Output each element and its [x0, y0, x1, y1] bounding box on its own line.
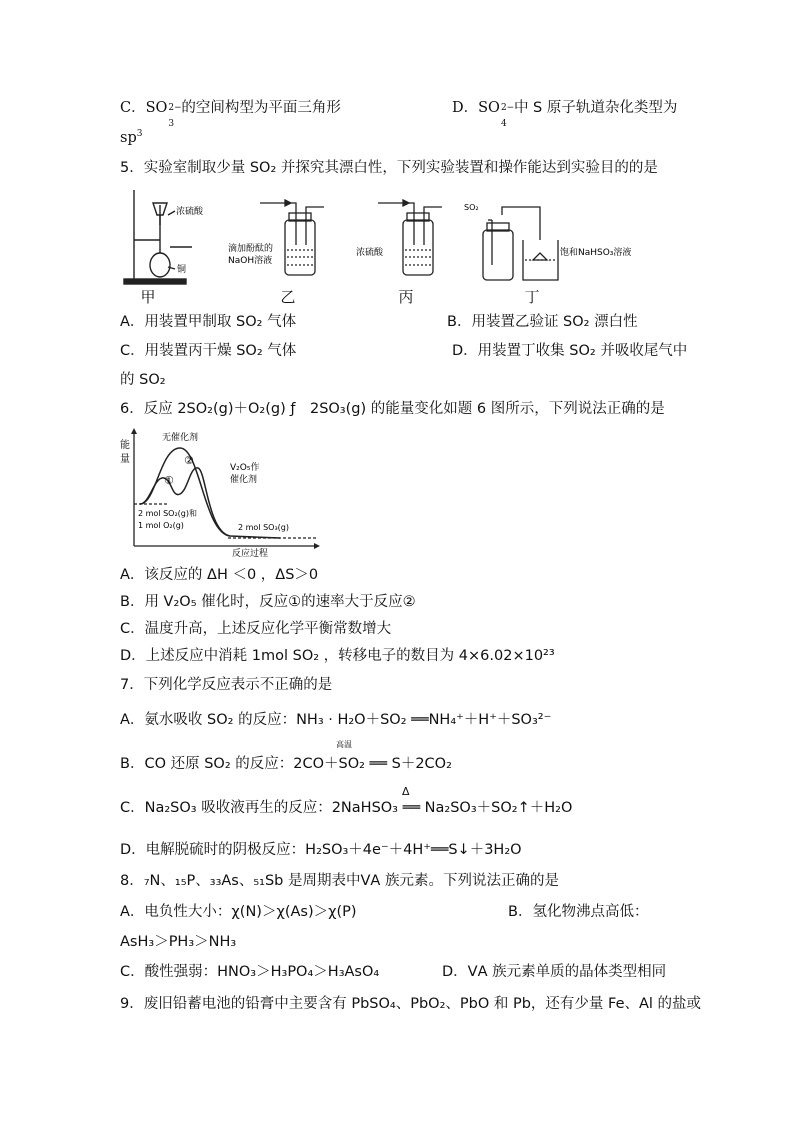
- q7-stem: 7．下列化学反应表示不正确的是: [120, 677, 333, 693]
- jia-cu-label: 铜: [177, 265, 187, 275]
- q5-option-c: C．用装置丙干燥 SO₂ 气体: [120, 343, 297, 359]
- q5-option-a: A．用装置甲制取 SO₂ 气体: [120, 314, 297, 330]
- q6-option-d: D．上述反应中消耗 1mol SO₂ ，转移电子的数目为 4×6.02×10²³: [120, 648, 555, 664]
- q4-option-d-wrap: $sp^3$: [120, 129, 143, 146]
- q8-option-a: A．电负性大小：χ(N)＞χ(As)＞χ(P): [120, 904, 357, 920]
- q7-option-d: D．电解脱硫时的阴极反应：H₂SO₃＋4e⁻＋4H⁺══S↓＋3H₂O: [120, 842, 522, 858]
- apparatus-ding: [483, 207, 558, 280]
- q7-b-condition: 高温: [336, 740, 352, 749]
- q6-option-a: A．该反应的 ΔH ＜0 ，ΔS＞0: [120, 567, 319, 583]
- y-axis-label-1: 能: [120, 440, 130, 451]
- label-cat-1: V₂O₅作: [230, 463, 260, 473]
- yi-sol-label-2: NaOH溶液: [228, 256, 273, 266]
- q6-option-c: C．温度升高，上述反应化学平衡常数增大: [120, 621, 392, 637]
- bing-sol-label: 浓硫酸: [356, 248, 384, 258]
- q9-stem: 9．废旧铅蓄电池的铅膏中主要含有 PbSO₄、PbO₂、PbO 和 Pb，还有少量 Fe、Al 的盐或: [120, 996, 702, 1012]
- label-reactant-1: 2 mol SO₂(g)和: [138, 509, 197, 518]
- q5-option-d-wrap: 的 SO₂: [120, 372, 166, 388]
- q8-option-c: C．酸性强弱：HNO₃＞H₃PO₄＞H₃AsO₄: [120, 964, 380, 980]
- q6-stem: 6．反应 2SO₂(g)＋O₂(g) ƒ 2SO₃(g) 的能量变化如题 6 图所示，下列说法正确的是: [120, 401, 665, 417]
- label-product: 2 mol SO₃(g): [238, 523, 289, 532]
- jia-acid-label: 浓硫酸: [176, 207, 204, 217]
- label-cat-2: 催化剂: [230, 475, 258, 485]
- label-yi: 乙: [280, 288, 296, 306]
- q4-option-c: C．SO 2− 3 的空间构型为平面三角形: [120, 100, 341, 129]
- q8-option-d: D．ⅤA 族元素单质的晶体类型相同: [442, 964, 667, 980]
- label-no-catalyst: 无催化剂: [162, 433, 199, 443]
- label-ding: 丁: [524, 288, 540, 306]
- label-step-1: ①: [164, 474, 174, 487]
- ding-gas-label: SO₂: [464, 203, 479, 212]
- q5-stem: 5．实验室制取少量 SO₂ 并探究其漂白性，下列实验装置和操作能达到实验目的的是: [120, 160, 658, 176]
- q5-option-b: B．用装置乙验证 SO₂ 漂白性: [447, 314, 638, 330]
- ding-sol-label: 饱和NaHSO₃溶液: [560, 248, 632, 258]
- q7-option-c: C．Na₂SO₃ 吸收液再生的反应：2NaHSO₃ ══ Na₂SO₃＋SO₂↑＋H₂O: [120, 800, 573, 816]
- q8-option-b: B．氢化物沸点高低：: [508, 904, 649, 920]
- label-reactant-2: 1 mol O₂(g): [138, 521, 184, 530]
- q4-option-d: D．SO 2− 4 中 S 原子轨道杂化类型为: [452, 100, 678, 129]
- x-axis-label: 反应过程: [232, 549, 269, 558]
- label-bing: 丙: [398, 288, 414, 306]
- q7-option-a: A．氨水吸收 SO₂ 的反应：NH₃ · H₂O＋SO₂ ══NH₄⁺＋H⁺＋SO₃²⁻: [120, 712, 552, 728]
- q5-option-d: D．用装置丁收集 SO₂ 并吸收尾气中: [452, 343, 688, 359]
- y-axis-label-2: 量: [120, 454, 130, 465]
- q7-option-b: B．CO 还原 SO₂ 的反应：2CO＋SO₂ ══ S＋2CO₂: [120, 756, 452, 772]
- label-jia: 甲: [140, 288, 156, 306]
- label-step-2: ②: [184, 454, 194, 467]
- q8-stem: 8．₇N、₁₅P、₃₃As、₅₁Sb 是周期表中ⅤA 族元素。下列说法正确的是: [120, 873, 559, 889]
- q8-option-b-wrap: AsH₃＞PH₃＞NH₃: [120, 934, 237, 950]
- q6-energy-diagram: [120, 428, 320, 558]
- q6-option-b: B．用 V₂O₅ 催化时，反应①的速率大于反应②: [120, 594, 416, 610]
- yi-sol-label-1: 滴加酚酞的: [228, 244, 274, 254]
- apparatus-bing: [378, 200, 442, 275]
- q7-c-condition: Δ: [402, 785, 410, 798]
